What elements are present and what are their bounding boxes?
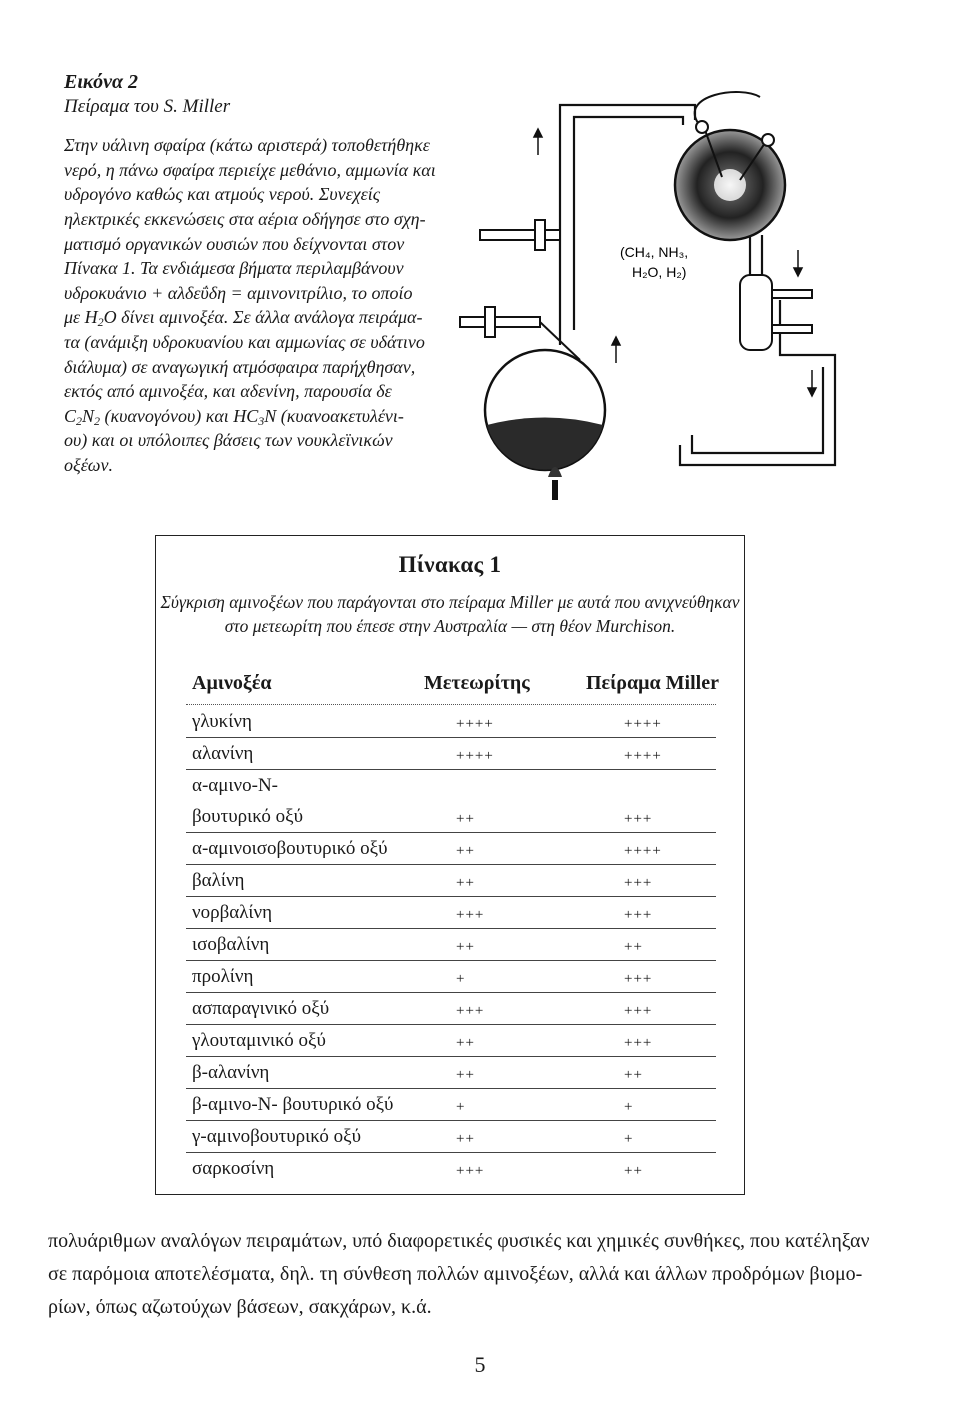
table-row <box>186 929 716 961</box>
caption-line: εκτός από αμινοξέα, και αδενίνη, παρουσία δε <box>64 381 392 402</box>
amino-acid-name: β-αλανίνη <box>192 1062 270 1083</box>
column-header-meteorite: Μετεωρίτης <box>424 672 530 694</box>
miller-value: ++ <box>624 1067 643 1083</box>
caption-line: ματισμό οργανικών ουσιών που δείχνονται στον <box>64 233 405 254</box>
table-row <box>186 706 716 738</box>
meteorite-value: +++ <box>456 1163 485 1179</box>
amino-acid-name: νορβαλίνη <box>192 902 273 923</box>
miller-value: ++++ <box>624 843 662 859</box>
table-row <box>186 993 716 1025</box>
caption-line-h2o: με $H_2O$ δίνει αμινοξέα. Σε άλλα ανάλογα πειράμα- <box>64 307 423 330</box>
table-caption-line: Σύγκριση αμινοξέων που παράγονται στο πείραμα Miller με αυτά που ανιχνεύθηκαν <box>160 592 740 612</box>
page-number: 5 <box>474 1352 486 1377</box>
meteorite-value: ++ <box>456 1035 475 1051</box>
spark-glow <box>714 169 746 201</box>
paragraph-line: σε παρόμοια αποτελέσματα, δηλ. τη σύνθεση πολλών αμινοξέων, αλλά και άλλων προδρόμων βιομο- <box>48 1263 863 1285</box>
amino-acid-name: προλίνη <box>192 966 254 987</box>
gas-label-line1: (CH₄, NH₃, <box>620 244 689 260</box>
caption-line-formula: $C_2N_2$ (κυανογόνου) και $HC_3N$ (κυανοακετυλένι- <box>64 405 404 428</box>
meteorite-value: ++ <box>456 811 475 827</box>
condenser-ports <box>772 290 812 333</box>
miller-apparatus-diagram <box>440 85 910 500</box>
miller-value: + <box>624 1131 634 1147</box>
table-row <box>186 897 716 929</box>
miller-value: ++ <box>624 939 643 955</box>
miller-value: +++ <box>624 1003 653 1019</box>
table-row <box>186 961 716 993</box>
meteorite-value: + <box>456 971 466 987</box>
caption-line: ου) και οι υπόλοιπες βάσεις των νουκλεϊνικών <box>64 430 393 451</box>
amino-acid-name: ισοβαλίνη <box>192 934 270 955</box>
meteorite-value: ++ <box>456 1131 475 1147</box>
meteorite-value: ++ <box>456 875 475 891</box>
table-row <box>186 1089 716 1121</box>
amino-acid-name: ασπαραγινικό οξύ <box>192 998 330 1019</box>
meteorite-value: ++ <box>456 843 475 859</box>
table-row <box>186 865 716 897</box>
table-body <box>186 706 716 1184</box>
table-row <box>186 738 716 770</box>
miller-value: ++++ <box>624 748 662 764</box>
header-divider <box>186 704 716 705</box>
caption-line: υδρογόνο καθώς και ατμούς νερού. Συνεχείς <box>64 184 381 205</box>
figure-subtitle: Πείραμα του S. Miller <box>64 95 231 117</box>
meteorite-value: ++ <box>456 939 475 955</box>
miller-value: +++ <box>624 875 653 891</box>
caption-line: νερό, η πάνω σφαίρα περιείχε μεθάνιο, αμμωνία και <box>64 159 436 180</box>
paragraph-line: ρίων, όπως αζωτούχων βάσεων, σακχάρων, κ.ά. <box>48 1296 432 1318</box>
amino-acid-name: γλουταμινικό οξύ <box>192 1030 326 1051</box>
meteorite-value: ++++ <box>456 748 494 764</box>
figure-label: Εικόνα 2 <box>64 71 139 93</box>
amino-acid-name: βαλίνη <box>192 870 245 891</box>
amino-acid-name: α-αμινοισοβουτυρικό οξύ <box>192 838 388 859</box>
miller-value: +++ <box>624 811 653 827</box>
caption-line: οξέων. <box>64 454 113 475</box>
table-1 <box>155 535 745 1195</box>
caption-line: Στην υάλινη σφαίρα (κάτω αριστερά) τοποθετήθηκε <box>64 135 430 156</box>
meteorite-value: +++ <box>456 907 485 923</box>
meteorite-value: + <box>456 1099 466 1115</box>
caption-line: Πίνακα 1. Τα ενδιάμεσα βήματα περιλαμβάνουν <box>64 258 404 279</box>
miller-value: +++ <box>624 907 653 923</box>
amino-acid-name: γλυκίνη <box>192 711 252 732</box>
figure-caption <box>64 70 464 478</box>
caption-line: υδροκυάνιο + αλδεΰδη = αμινονιτρίλιο, το οποίο <box>64 282 413 303</box>
table-caption-line: στο μετεωρίτη που έπεσε στην Αυστραλία — στη θέον Murchison. <box>224 616 676 636</box>
table-row <box>186 1153 716 1184</box>
miller-value: +++ <box>624 971 653 987</box>
body-paragraph <box>48 1225 878 1324</box>
table-title: Πίνακας 1 <box>398 552 502 577</box>
caption-line: ηλεκτρικές εκκενώσεις στα αέρια οδήγησε στο σχη- <box>64 208 426 229</box>
table-caption <box>156 590 744 638</box>
miller-value: ++ <box>624 1163 643 1179</box>
caption-line: τα (ανάμιξη υδροκυανίου και αμμωνίας σε υδάτινο <box>64 331 425 352</box>
table-row <box>186 770 716 833</box>
column-header-miller: Πείραμα Miller <box>586 672 719 694</box>
table-row <box>186 1057 716 1089</box>
amino-acid-name: αλανίνη <box>192 743 254 764</box>
condenser <box>740 275 772 350</box>
column-header-amino-acid: Αμινοξέα <box>192 672 272 694</box>
miller-value: +++ <box>624 1035 653 1051</box>
miller-value: ++++ <box>624 716 662 732</box>
table-row <box>186 1025 716 1057</box>
meteorite-value: ++ <box>456 1067 475 1083</box>
water <box>487 418 603 470</box>
amino-acid-name: σαρκοσίνη <box>192 1158 275 1179</box>
amino-acid-name-cont: βουτυρικό οξύ <box>192 806 303 827</box>
amino-acid-name: β-αμινο-Ν- βουτυρικό οξύ <box>192 1094 394 1115</box>
stopcock-valves <box>460 220 580 360</box>
paragraph-line: πολυάριθμων αναλόγων πειραμάτων, υπό διαφορετικές φυσικές και χημικές συνθήκες, που κατέληξαν <box>48 1230 870 1252</box>
amino-acid-name: α-αμινο-Ν- <box>192 775 279 796</box>
gas-label-line2: H₂O, H₂) <box>632 264 687 280</box>
meteorite-value: +++ <box>456 1003 485 1019</box>
table-row <box>186 833 716 865</box>
amino-acid-name: γ-αμινοβουτυρικό οξύ <box>192 1126 362 1147</box>
meteorite-value: ++++ <box>456 716 494 732</box>
miller-value: + <box>624 1099 634 1115</box>
caption-line: διάλυμα) σε αναγωγική ατμόσφαιρα παρήχθησαν, <box>64 356 416 377</box>
table-row <box>186 1121 716 1153</box>
